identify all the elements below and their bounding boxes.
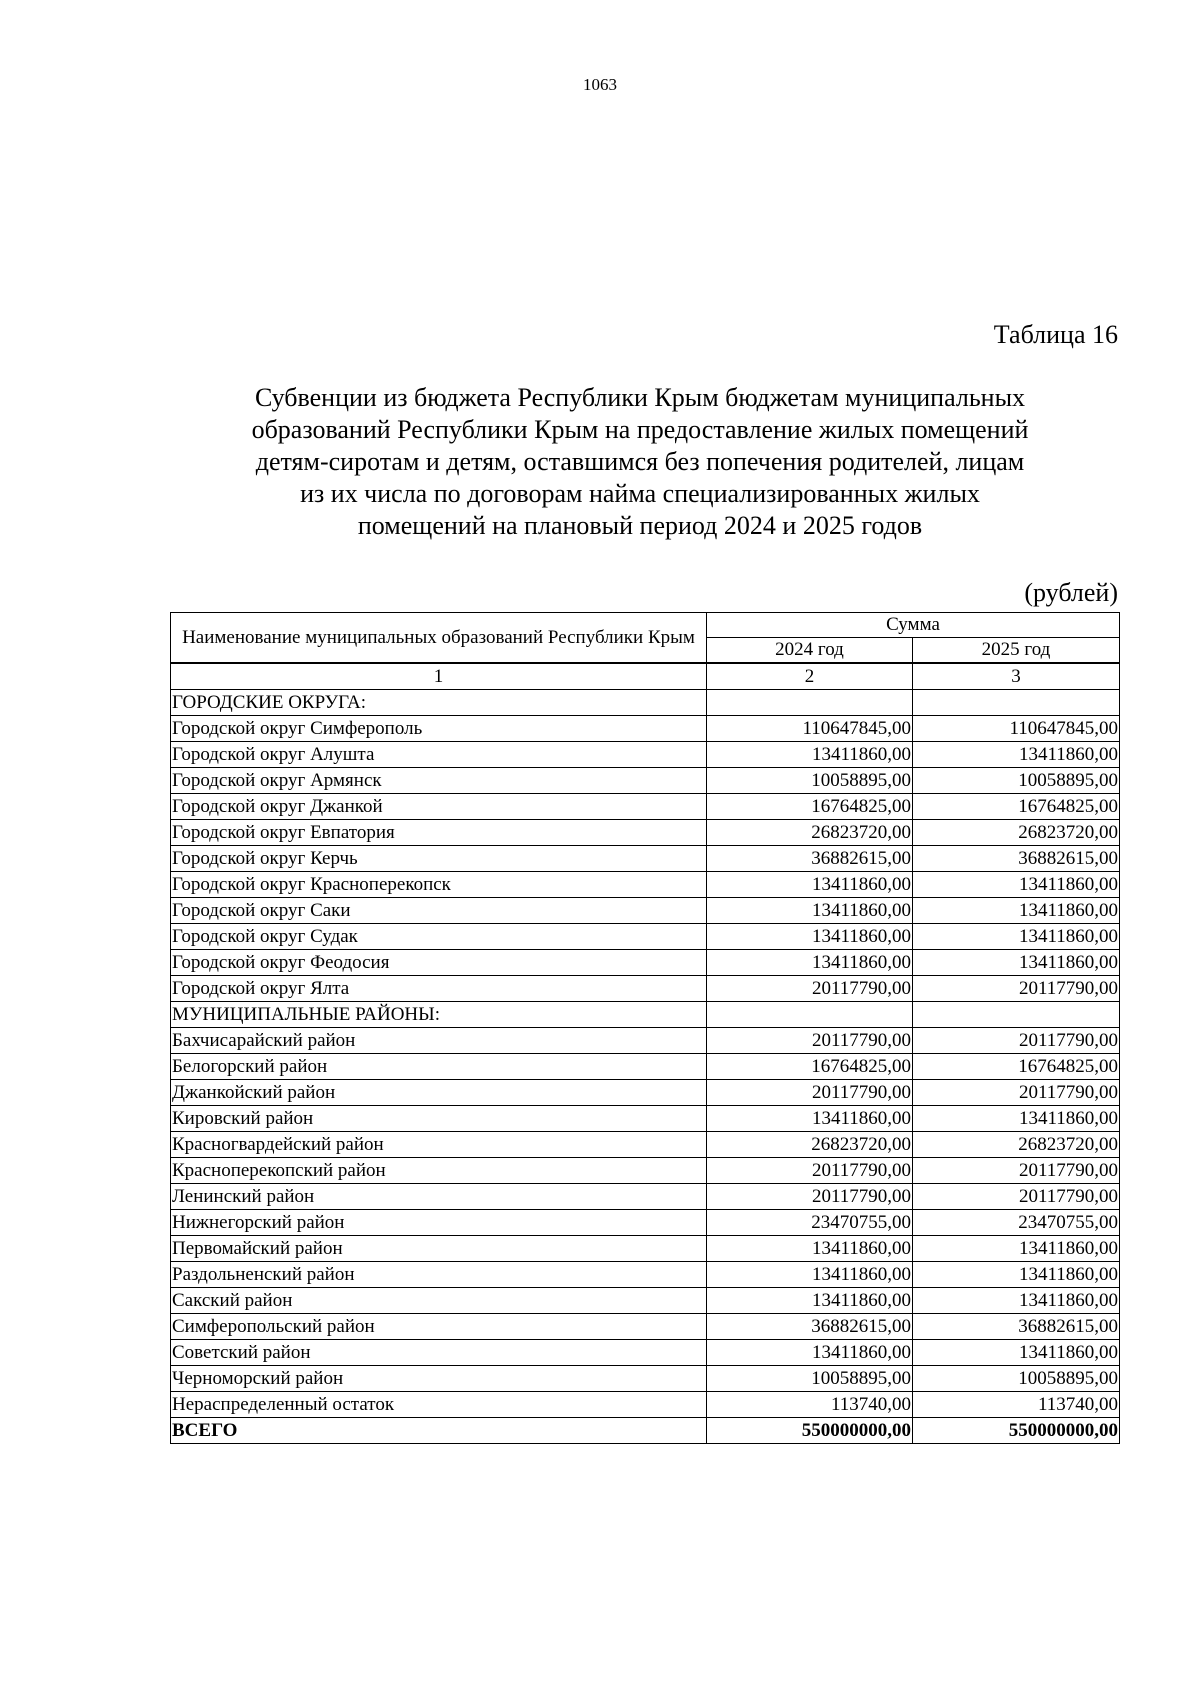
column-number: 1 <box>171 663 707 690</box>
table-row <box>171 1106 1120 1132</box>
table-row <box>171 1314 1120 1340</box>
amount-2025: 13411860,00 <box>913 1340 1120 1366</box>
table-row <box>171 1158 1120 1184</box>
table-row <box>171 950 1120 976</box>
amount-2024: 20117790,00 <box>707 1080 913 1106</box>
section-row-municipal-districts <box>171 1002 1120 1028</box>
section-label: МУНИЦИПАЛЬНЫЕ РАЙОНЫ: <box>171 1002 707 1028</box>
amount-2024: 20117790,00 <box>707 1028 913 1054</box>
amount-2025: 36882615,00 <box>913 846 1120 872</box>
amount-2025: 16764825,00 <box>913 794 1120 820</box>
table-row <box>171 1080 1120 1106</box>
municipality-name: Сакский район <box>171 1288 707 1314</box>
amount-2025: 26823720,00 <box>913 820 1120 846</box>
municipality-name: Джанкойский район <box>171 1080 707 1106</box>
amount-2025: 13411860,00 <box>913 742 1120 768</box>
amount-2025: 13411860,00 <box>913 898 1120 924</box>
table-row <box>171 898 1120 924</box>
municipality-name: Ленинский район <box>171 1184 707 1210</box>
amount-2024: 113740,00 <box>707 1392 913 1418</box>
municipality-name: Нераспределенный остаток <box>171 1392 707 1418</box>
unallocated-row <box>171 1392 1120 1418</box>
amount-2024: 36882615,00 <box>707 846 913 872</box>
amount-2025: 113740,00 <box>913 1392 1120 1418</box>
amount-2024: 13411860,00 <box>707 1262 913 1288</box>
table-body <box>171 663 1120 1444</box>
table-row <box>171 768 1120 794</box>
empty-cell <box>707 1002 913 1028</box>
amount-2024: 13411860,00 <box>707 1236 913 1262</box>
table-row <box>171 1236 1120 1262</box>
page-number: 1063 <box>583 75 617 94</box>
municipality-name: Советский район <box>171 1340 707 1366</box>
amount-2024: 13411860,00 <box>707 742 913 768</box>
amount-2024: 36882615,00 <box>707 1314 913 1340</box>
table-row <box>171 742 1120 768</box>
municipality-name: Городской округ Судак <box>171 924 707 950</box>
amount-2024: 13411860,00 <box>707 872 913 898</box>
amount-2024: 550000000,00 <box>707 1418 913 1444</box>
municipality-name: Красноперекопский район <box>171 1158 707 1184</box>
table-row <box>171 1184 1120 1210</box>
empty-cell <box>913 690 1120 716</box>
table-row <box>171 1340 1120 1366</box>
municipality-name: Городской округ Симферополь <box>171 716 707 742</box>
amount-2024: 20117790,00 <box>707 1184 913 1210</box>
amount-2025: 36882615,00 <box>913 1314 1120 1340</box>
municipality-name: Кировский район <box>171 1106 707 1132</box>
total-row <box>171 1418 1120 1444</box>
amount-2025: 23470755,00 <box>913 1210 1120 1236</box>
column-number: 2 <box>707 663 913 690</box>
header-year-2025: 2025 год <box>913 638 1120 664</box>
municipality-name: Первомайский район <box>171 1236 707 1262</box>
amount-2024: 13411860,00 <box>707 1288 913 1314</box>
amount-2025: 20117790,00 <box>913 1184 1120 1210</box>
amount-2024: 20117790,00 <box>707 1158 913 1184</box>
table-header <box>171 613 1120 664</box>
amount-2025: 110647845,00 <box>913 716 1120 742</box>
empty-cell <box>913 1002 1120 1028</box>
amount-2025: 550000000,00 <box>913 1418 1120 1444</box>
municipality-name: Нижнегорский район <box>171 1210 707 1236</box>
table-row <box>171 1210 1120 1236</box>
table-row <box>171 1288 1120 1314</box>
amount-2024: 26823720,00 <box>707 820 913 846</box>
municipality-name: Черноморский район <box>171 1366 707 1392</box>
table-label: Таблица 16 <box>993 320 1118 349</box>
header-sum: Сумма <box>707 613 1120 638</box>
header-name: Наименование муниципальных образований Республики Крым <box>171 613 707 664</box>
amount-2024: 13411860,00 <box>707 924 913 950</box>
municipality-name: Городской округ Красноперекопск <box>171 872 707 898</box>
amount-2025: 26823720,00 <box>913 1132 1120 1158</box>
municipality-name: Городской округ Евпатория <box>171 820 707 846</box>
table-row <box>171 924 1120 950</box>
section-label: ГОРОДСКИЕ ОКРУГА: <box>171 690 707 716</box>
amount-2024: 13411860,00 <box>707 898 913 924</box>
column-numbers-row <box>171 663 1120 690</box>
table-row <box>171 1054 1120 1080</box>
amount-2025: 13411860,00 <box>913 1236 1120 1262</box>
subventions-table <box>170 612 1120 1444</box>
amount-2024: 10058895,00 <box>707 768 913 794</box>
table-row <box>171 1262 1120 1288</box>
municipality-name: Городской округ Ялта <box>171 976 707 1002</box>
municipality-name: Городской округ Керчь <box>171 846 707 872</box>
table-row <box>171 872 1120 898</box>
empty-cell <box>707 690 913 716</box>
amount-2024: 10058895,00 <box>707 1366 913 1392</box>
municipality-name: ВСЕГО <box>171 1418 707 1444</box>
municipality-name: Городской округ Феодосия <box>171 950 707 976</box>
municipality-name: Городской округ Джанкой <box>171 794 707 820</box>
amount-2024: 16764825,00 <box>707 1054 913 1080</box>
amount-2025: 20117790,00 <box>913 1028 1120 1054</box>
amount-2025: 13411860,00 <box>913 1262 1120 1288</box>
amount-2025: 16764825,00 <box>913 1054 1120 1080</box>
municipality-name: Городской округ Алушта <box>171 742 707 768</box>
table-row <box>171 976 1120 1002</box>
amount-2025: 10058895,00 <box>913 768 1120 794</box>
amount-2025: 20117790,00 <box>913 1080 1120 1106</box>
title-line: образований Республики Крым на предоставление жилых помещений <box>251 415 1029 444</box>
municipality-name: Красногвардейский район <box>171 1132 707 1158</box>
municipality-name: Раздольненский район <box>171 1262 707 1288</box>
municipality-name: Белогорский район <box>171 1054 707 1080</box>
amount-2024: 110647845,00 <box>707 716 913 742</box>
amount-2025: 13411860,00 <box>913 924 1120 950</box>
table-row <box>171 846 1120 872</box>
table-row <box>171 820 1120 846</box>
column-number: 3 <box>913 663 1120 690</box>
table-row <box>171 1132 1120 1158</box>
amount-2025: 10058895,00 <box>913 1366 1120 1392</box>
municipality-name: Городской округ Саки <box>171 898 707 924</box>
section-row-city-districts <box>171 690 1120 716</box>
title-line: из их числа по договорам найма специализированных жилых <box>300 479 980 508</box>
amount-2024: 16764825,00 <box>707 794 913 820</box>
document-title <box>160 382 1120 542</box>
amount-2024: 13411860,00 <box>707 1340 913 1366</box>
amount-2024: 23470755,00 <box>707 1210 913 1236</box>
table-row <box>171 1366 1120 1392</box>
table-row <box>171 716 1120 742</box>
municipality-name: Бахчисарайский район <box>171 1028 707 1054</box>
title-line: детям-сиротам и детям, оставшимся без попечения родителей, лицам <box>255 447 1025 476</box>
header-year-2024: 2024 год <box>707 638 913 664</box>
amount-2025: 13411860,00 <box>913 1106 1120 1132</box>
table-row <box>171 1028 1120 1054</box>
title-line: помещений на плановый период 2024 и 2025 годов <box>357 511 923 540</box>
amount-2025: 20117790,00 <box>913 976 1120 1002</box>
amount-2025: 13411860,00 <box>913 950 1120 976</box>
municipality-name: Симферопольский район <box>171 1314 707 1340</box>
amount-2024: 26823720,00 <box>707 1132 913 1158</box>
amount-2024: 20117790,00 <box>707 976 913 1002</box>
units-label: (рублей) <box>1024 578 1118 607</box>
municipality-name: Городской округ Армянск <box>171 768 707 794</box>
table-row <box>171 794 1120 820</box>
amount-2024: 13411860,00 <box>707 950 913 976</box>
amount-2025: 13411860,00 <box>913 872 1120 898</box>
title-line: Субвенции из бюджета Республики Крым бюджетам муниципальных <box>254 383 1026 412</box>
amount-2024: 13411860,00 <box>707 1106 913 1132</box>
amount-2025: 13411860,00 <box>913 1288 1120 1314</box>
amount-2025: 20117790,00 <box>913 1158 1120 1184</box>
